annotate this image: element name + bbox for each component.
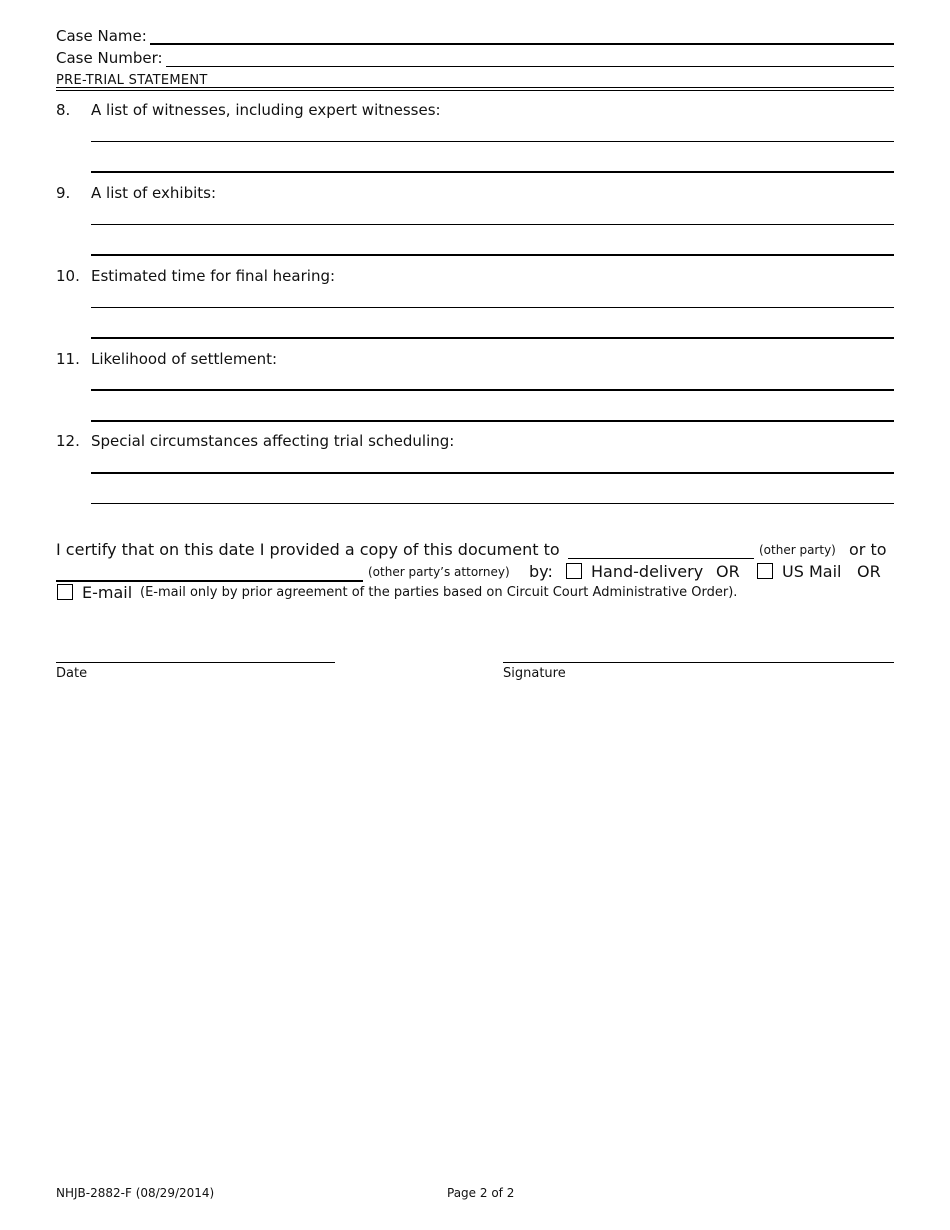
answer-line-settlement-1[interactable] [91,389,894,391]
or-text: OR [716,562,740,581]
item-number: 12. [56,432,80,450]
date-input[interactable] [56,662,335,663]
email-checkbox[interactable] [57,584,73,600]
case-number-input[interactable] [166,66,894,67]
item-label-witnesses: A list of witnesses, including expert witnesses: [91,101,441,119]
email-label: E-mail [82,583,133,602]
case-number-label: Case Number: [56,49,163,67]
or-text: OR [857,562,881,581]
answer-line-special-2[interactable] [91,503,894,504]
answer-line-exhibits-2[interactable] [91,254,894,256]
item-label-settlement: Likelihood of settlement: [91,350,278,368]
item-label-estimated-time: Estimated time for final hearing: [91,267,336,285]
case-name-input[interactable] [150,43,894,45]
answer-line-settlement-2[interactable] [91,420,894,422]
header-divider-bottom [56,90,894,91]
attorney-input[interactable] [56,580,363,582]
answer-line-time-1[interactable] [91,307,894,308]
item-label-special-circumstances: Special circumstances affecting trial scheduling: [91,432,455,450]
item-number: 9. [56,184,71,202]
us-mail-checkbox[interactable] [757,563,773,579]
page-number: Page 2 of 2 [447,1186,515,1200]
hand-delivery-checkbox[interactable] [566,563,582,579]
item-number: 11. [56,350,80,368]
answer-line-special-1[interactable] [91,472,894,474]
by-text: by: [529,562,553,581]
item-number: 8. [56,101,71,119]
other-party-input[interactable] [568,558,754,559]
certification-intro: I certify that on this date I provided a copy of this document to [56,540,560,559]
item-number: 10. [56,267,80,285]
signature-label: Signature [503,666,566,681]
answer-line-time-2[interactable] [91,337,894,339]
attorney-hint: (other party’s attorney) [368,565,510,579]
case-name-label: Case Name: [56,27,147,45]
item-label-exhibits: A list of exhibits: [91,184,217,202]
signature-input[interactable] [503,662,894,663]
header-divider-top [56,87,894,88]
answer-line-witnesses-1[interactable] [91,141,894,142]
answer-line-witnesses-2[interactable] [91,171,894,173]
hand-delivery-label: Hand-delivery [591,562,704,581]
email-note: (E-mail only by prior agreement of the parties based on Circuit Court Administrative Order). [140,585,738,600]
other-party-hint: (other party) [759,543,836,557]
date-label: Date [56,666,88,681]
us-mail-label: US Mail [782,562,842,581]
or-to-text: or to [849,540,887,559]
form-id: NHJB-2882-F (08/29/2014) [56,1186,215,1200]
answer-line-exhibits-1[interactable] [91,224,894,225]
form-title: PRE-TRIAL STATEMENT [56,73,208,88]
